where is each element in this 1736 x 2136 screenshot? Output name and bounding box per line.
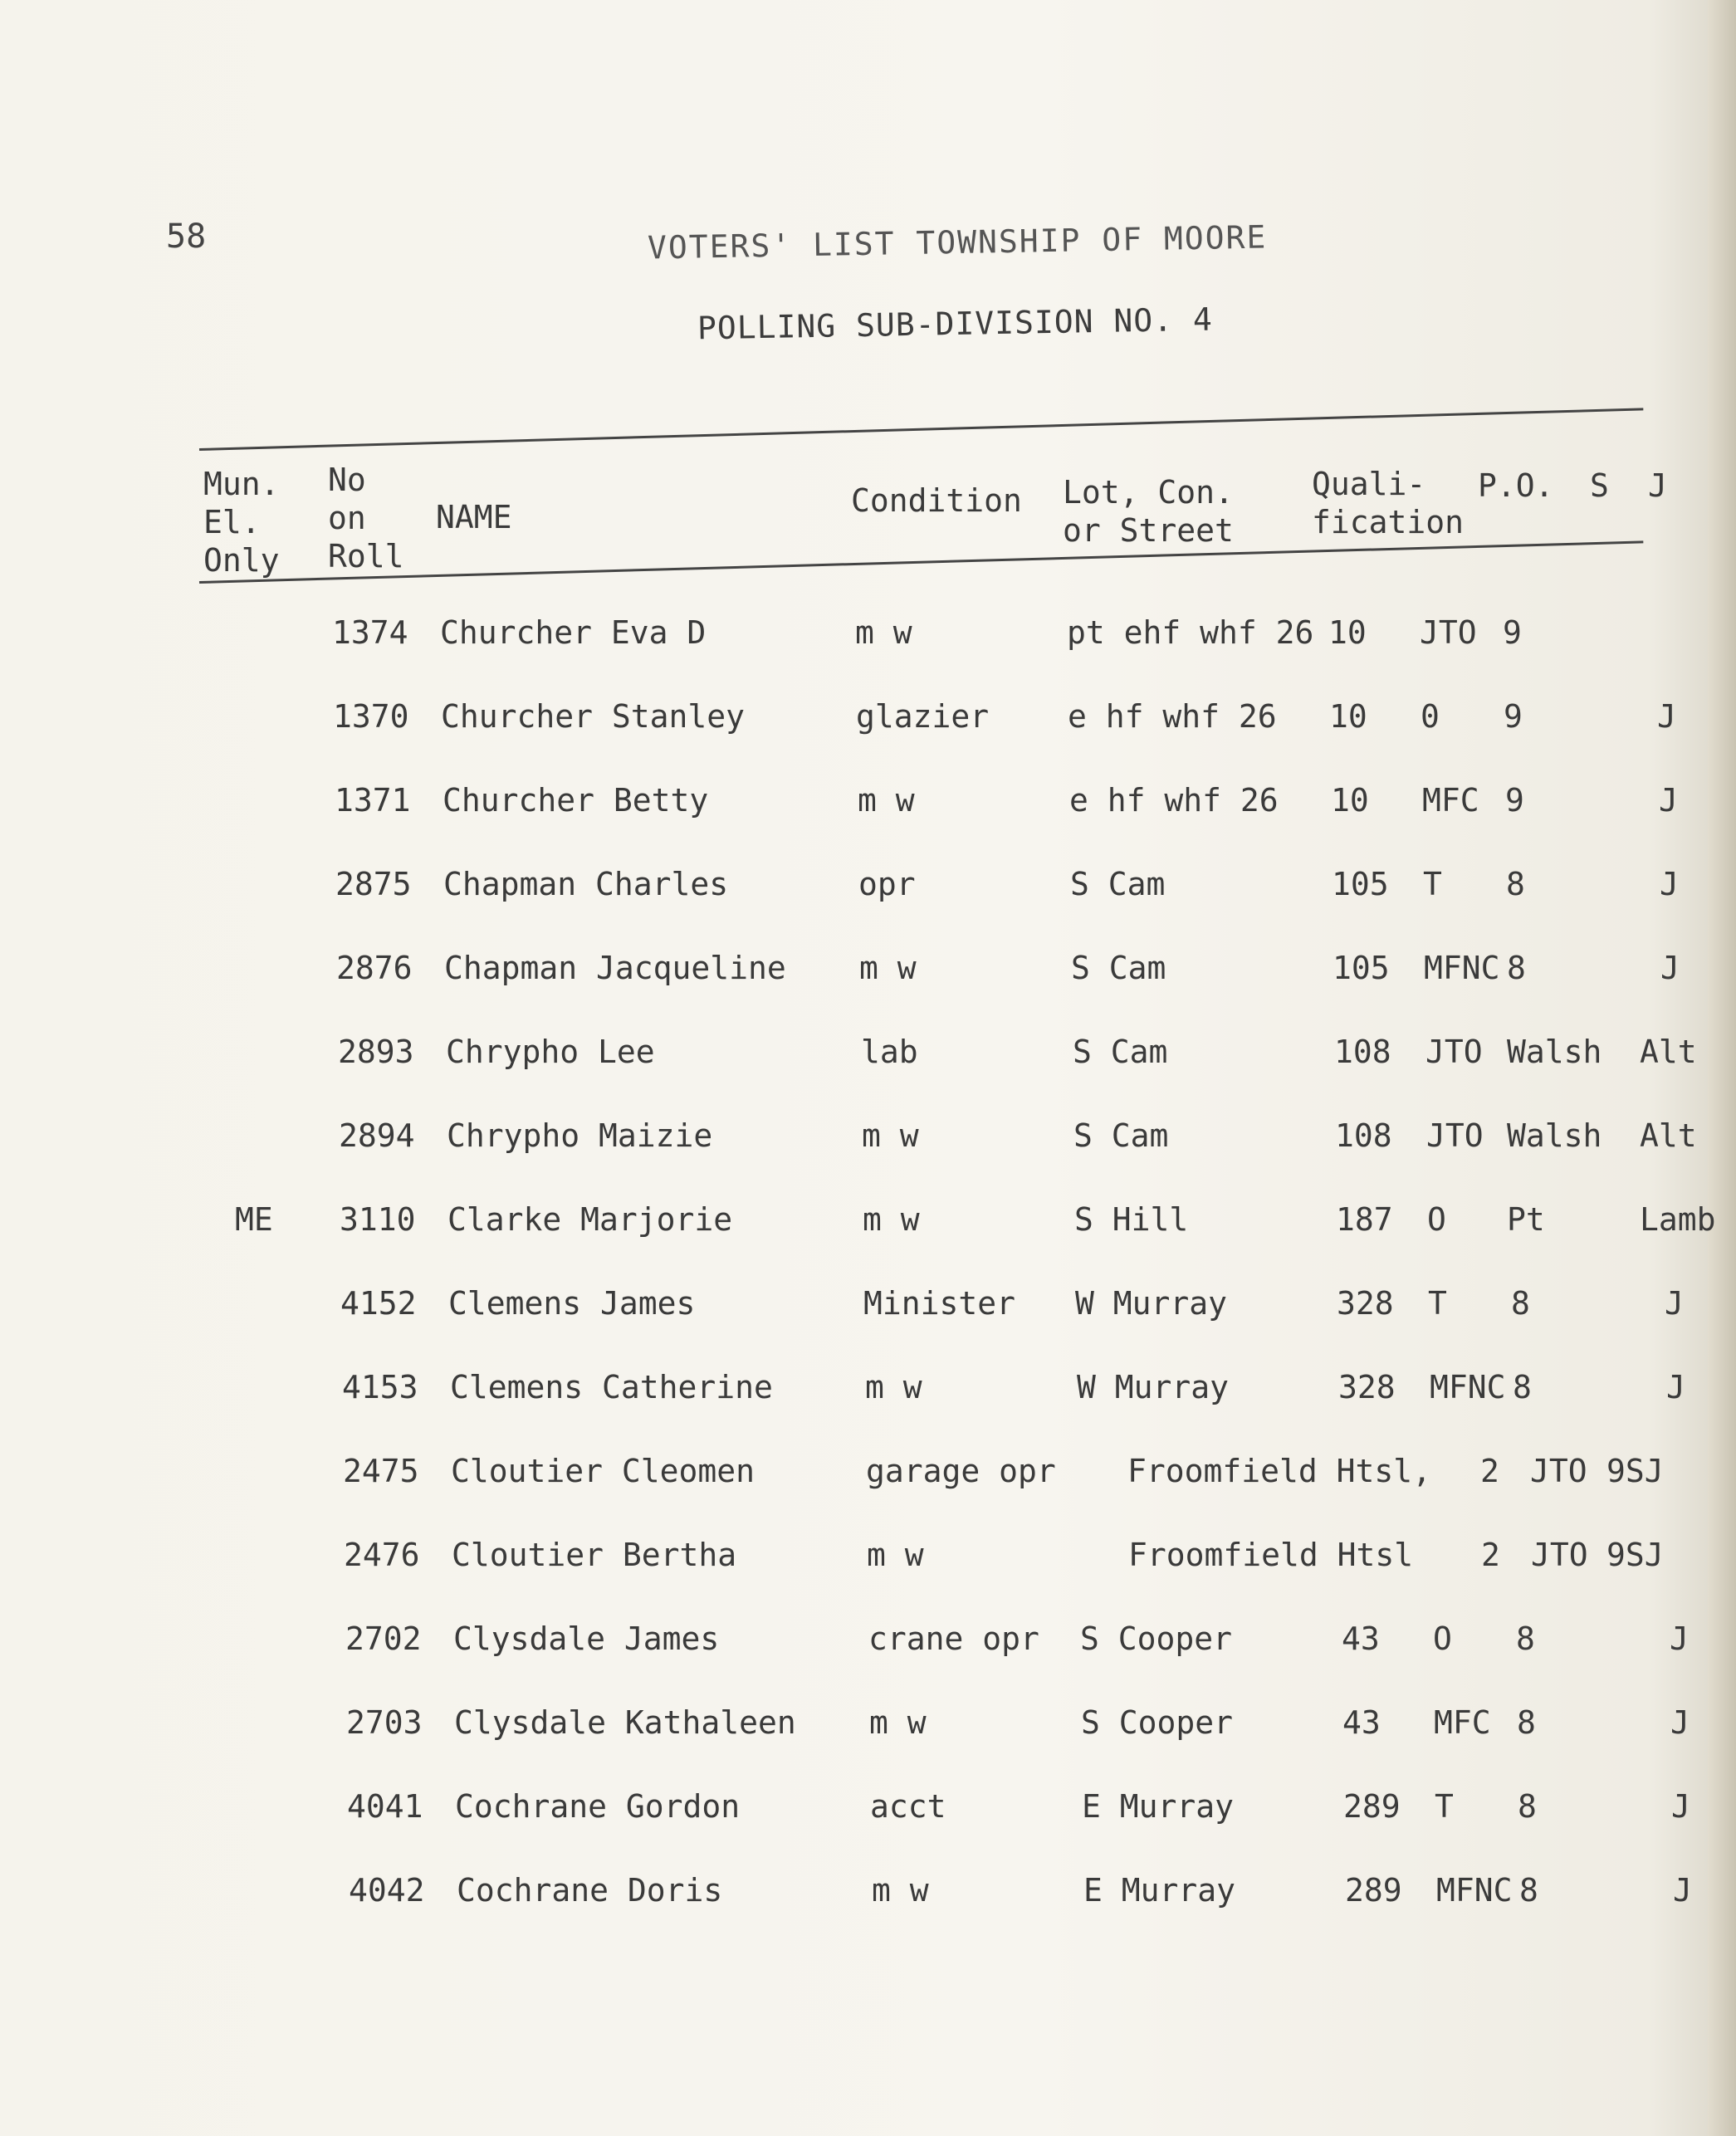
cell-name: Chapman Jacqueline [444,950,786,986]
cell-name: Churcher Betty [443,782,709,819]
cell-qual: 328 [1338,1369,1396,1405]
cell-lot: e hf whf 26 [1068,698,1277,735]
cell-roll: 4042 [349,1872,425,1909]
cell-j: Lamb [1640,1201,1716,1238]
cell-s: 8 [1516,1620,1535,1657]
cell-s: 8 [1506,866,1525,902]
cell-qual: 2 [1481,1537,1500,1573]
cell-s: 9 [1503,614,1522,651]
cell-j: J [1657,698,1676,735]
table-row [0,1872,1736,1922]
cell-qual: 105 [1333,950,1390,986]
cell-qual: 108 [1334,1034,1391,1070]
cell-lot: E Murray [1083,1872,1236,1909]
cell-roll: 4041 [347,1788,423,1825]
cell-lot: S Hill [1074,1201,1189,1238]
header-s: S [1590,467,1609,504]
cell-s: 8 [1519,1872,1538,1909]
cell-condition: acct [870,1788,946,1825]
table-row [0,614,1736,664]
cell-condition: opr [858,866,916,902]
table-row [0,1034,1736,1083]
cell-name: Clemens James [448,1285,696,1322]
cell-qual: 10 [1328,614,1367,651]
cell-roll: 2875 [335,866,412,902]
cell-po: JTO [1426,1117,1484,1154]
cell-qual: 187 [1336,1201,1393,1238]
cell-po: T [1435,1788,1454,1825]
cell-s: Walsh [1507,1117,1602,1154]
cell-roll: 2703 [346,1704,423,1741]
cell-j: J [1660,950,1680,986]
header-lot: Lot, Con. or Street [1063,474,1234,549]
table-row [0,866,1736,916]
cell-j: J [1673,1872,1692,1909]
table-row [0,1117,1736,1167]
cell-roll: 1374 [332,614,408,651]
cell-condition: crane opr [868,1620,1039,1657]
cell-po: MFC [1434,1704,1491,1741]
cell-condition: m w [863,1201,920,1238]
cell-s: 9SJ [1606,1453,1664,1489]
cell-name: Clysdale James [453,1620,720,1657]
cell-s: 9SJ [1606,1537,1664,1573]
cell-lot: W Murray [1075,1285,1228,1322]
cell-name: Chapman Charles [443,866,729,902]
cell-s: Walsh [1507,1034,1602,1070]
cell-qual: 43 [1342,1620,1380,1657]
table-row [0,698,1736,748]
cell-condition: m w [859,950,917,986]
cell-roll: 3110 [340,1201,416,1238]
cell-lot: pt ehf whf 26 [1067,614,1314,651]
cell-s: Pt [1507,1201,1545,1238]
cell-s: 8 [1517,1704,1536,1741]
cell-po: JTO [1420,614,1477,651]
cell-condition: m w [858,782,915,819]
cell-po: JTO [1530,1453,1587,1489]
cell-name: Cloutier Cleomen [451,1453,756,1489]
cell-lot: S Cam [1070,866,1166,902]
table-row [0,950,1736,1000]
cell-j: J [1659,782,1678,819]
cell-condition: lab [861,1034,918,1070]
header-qualification: Quali- fication [1312,466,1465,540]
table-row [0,1201,1736,1251]
cell-condition: m w [867,1537,924,1573]
cell-condition: m w [865,1369,922,1405]
header-j: J [1648,467,1667,504]
cell-roll: 2702 [345,1620,422,1657]
table-row [0,1788,1736,1838]
header-name: NAME [436,499,512,535]
cell-qual: 43 [1342,1704,1381,1741]
table-row [0,1285,1736,1335]
cell-lot: S Cooper [1081,1704,1234,1741]
cell-s: 8 [1513,1369,1532,1405]
cell-lot: Froomfield Htsl [1128,1537,1414,1573]
cell-j: Alt [1640,1034,1697,1070]
cell-condition: garage opr [866,1453,1056,1489]
cell-lot: S Cam [1073,1117,1169,1154]
cell-name: Churcher Eva D [440,614,707,651]
cell-condition: m w [869,1704,927,1741]
table-row [0,782,1736,832]
cell-j: J [1660,866,1679,902]
cell-qual: 10 [1331,782,1369,819]
cell-condition: m w [872,1872,929,1909]
cell-name: Chrypho Lee [446,1034,655,1070]
cell-j: J [1670,1620,1689,1657]
cell-s: 8 [1507,950,1526,986]
cell-lot: Froomfield Htsl, [1127,1453,1432,1489]
cell-qual: 328 [1337,1285,1394,1322]
cell-roll: 2475 [343,1453,419,1489]
header-no-on-roll: No on Roll [328,462,404,574]
cell-roll: 2894 [339,1117,415,1154]
cell-po: T [1428,1285,1447,1322]
cell-roll: 1371 [335,782,411,819]
cell-j: J [1670,1704,1690,1741]
cell-j: J [1671,1788,1690,1825]
cell-roll: 2893 [338,1034,414,1070]
cell-s: 8 [1518,1788,1537,1825]
cell-qual: 289 [1345,1872,1402,1909]
cell-po: MFNC [1424,950,1500,986]
cell-qual: 108 [1335,1117,1392,1154]
cell-po: MFC [1422,782,1479,819]
page-number: 58 [166,218,207,256]
table-row [0,1537,1736,1586]
cell-name: Churcher Stanley [441,698,746,735]
table-row [0,1453,1736,1503]
cell-po: O [1427,1201,1446,1238]
cell-roll: 1370 [333,698,409,735]
cell-po: O [1433,1620,1452,1657]
cell-name: Clarke Marjorie [447,1201,733,1238]
table-row [0,1369,1736,1419]
header-condition: Condition [851,482,1022,519]
page-title: VOTERS' LIST TOWNSHIP OF MOORE [647,218,1268,266]
cell-qual: 105 [1332,866,1389,902]
cell-roll: 2876 [336,950,413,986]
cell-condition: m w [862,1117,919,1154]
header-mun: Mun. El. Only [203,466,280,579]
cell-lot: S Cooper [1080,1620,1233,1657]
cell-qual: 2 [1480,1453,1499,1489]
cell-s: 9 [1504,698,1523,735]
page-subtitle: POLLING SUB-DIVISION NO. 4 [697,301,1214,347]
cell-name: Clemens Catherine [450,1369,773,1405]
cell-roll: 4152 [340,1285,417,1322]
cell-po: MFNC [1436,1872,1513,1909]
cell-s: 9 [1505,782,1524,819]
cell-po: MFNC [1430,1369,1506,1405]
cell-lot: W Murray [1077,1369,1230,1405]
table-row [0,1620,1736,1670]
cell-name: Cochrane Doris [457,1872,723,1909]
cell-lot: e hf whf 26 [1069,782,1279,819]
cell-roll: 4153 [342,1369,418,1405]
cell-j: J [1666,1369,1685,1405]
cell-qual: 10 [1329,698,1367,735]
cell-po: T [1423,866,1442,902]
cell-qual: 289 [1343,1788,1401,1825]
header-po: P.O. [1478,467,1554,504]
cell-s: 8 [1511,1285,1530,1322]
cell-roll: 2476 [344,1537,420,1573]
cell-po: JTO [1425,1034,1483,1070]
cell-condition: Minister [863,1285,1016,1322]
cell-condition: glazier [856,698,990,735]
cell-j: J [1665,1285,1684,1322]
cell-name: Cloutier Bertha [452,1537,737,1573]
cell-po: 0 [1421,698,1440,735]
table-row [0,1704,1736,1754]
cell-mun: ME [235,1201,273,1238]
cell-lot: S Cam [1073,1034,1168,1070]
cell-po: JTO [1531,1537,1588,1573]
cell-lot: S Cam [1071,950,1166,986]
cell-name: Clysdale Kathaleen [454,1704,796,1741]
cell-condition: m w [855,614,912,651]
cell-name: Chrypho Maizie [447,1117,713,1154]
cell-j: Alt [1640,1117,1697,1154]
cell-name: Cochrane Gordon [455,1788,741,1825]
cell-lot: E Murray [1082,1788,1235,1825]
